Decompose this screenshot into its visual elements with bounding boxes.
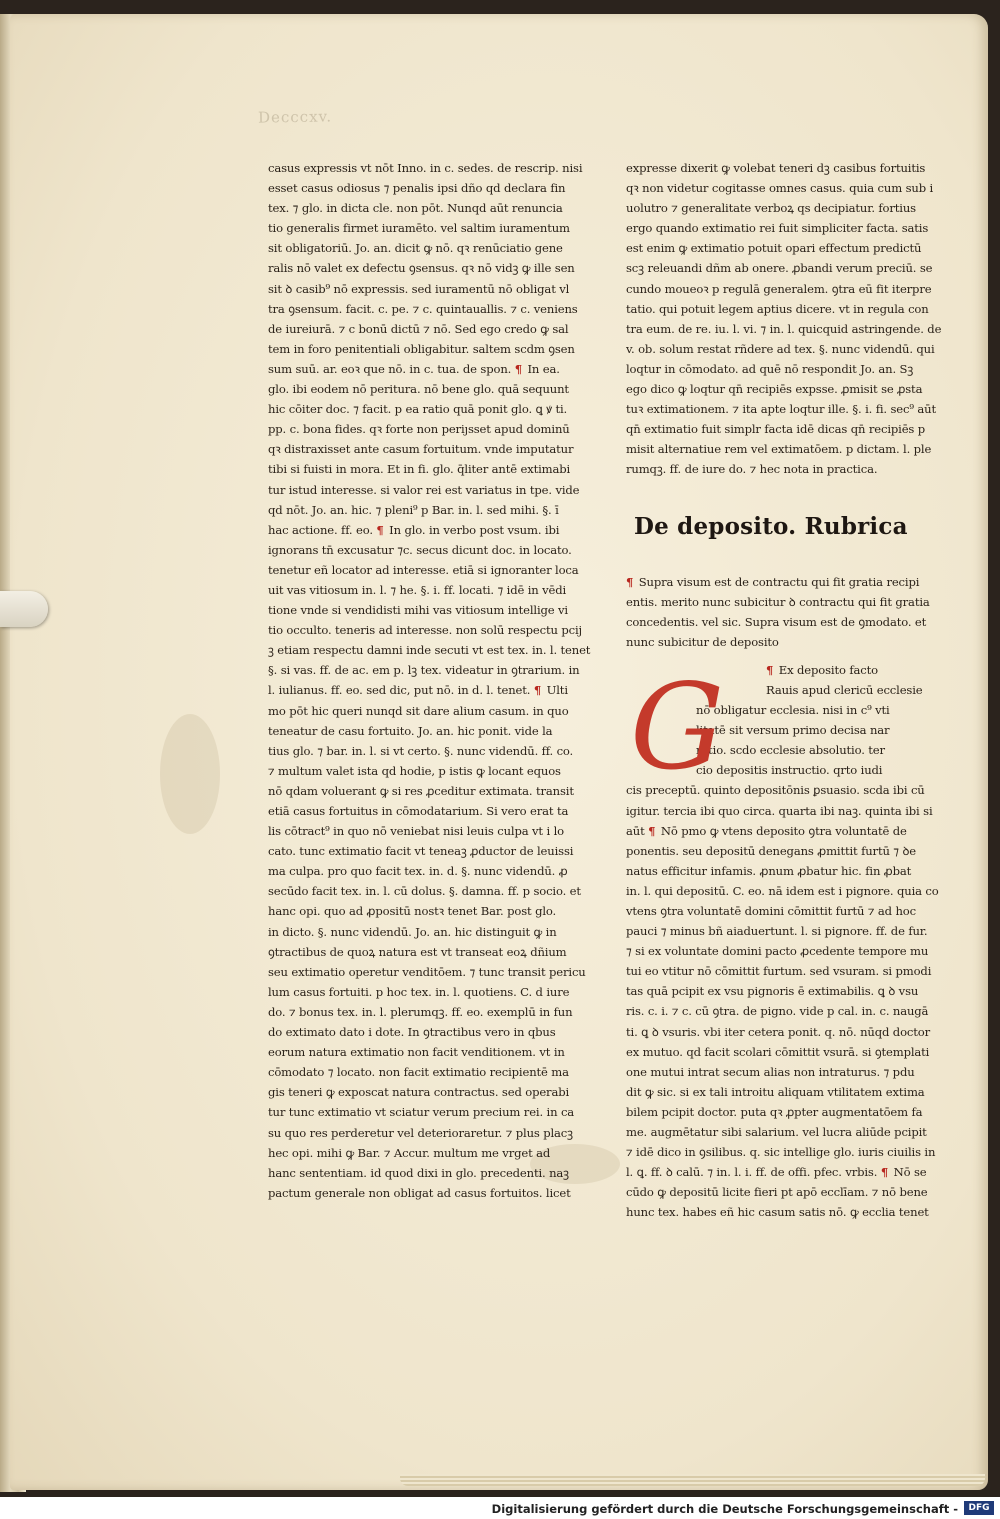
- text-line: gis teneri ꝙ exposcat natura contractus. sed operabi: [268, 1085, 570, 1100]
- text-line: tibi si fuisti in mora. Et in fi. glo. q̄liter antē extimabi: [268, 462, 571, 477]
- text-line: in dicto. §. nunc videndū. Jo. an. hic distinguit ꝙ in: [268, 924, 557, 939]
- text-line: pactum generale non obligat ad casus fortuitos. licet: [268, 1185, 571, 1200]
- text-line: secūdo facit tex. in. l. cū dolus. §. damna. ff. p socio. et: [268, 884, 581, 899]
- text-line: ratio. scdo ecclesie absolutio. ter: [696, 743, 885, 758]
- text-line: pauci ⁊ minus bñ aiaduertunt. l. si pignore. ff. de fur.: [626, 924, 928, 939]
- text-line: teneatur de casu fortuito. Jo. an. hic ponit. vide la: [268, 723, 553, 738]
- text-line: ¶ Ex deposito facto: [766, 662, 878, 677]
- text-line: expresse dixerit ꝙ volebat teneri dꝫ casibus fortuitis: [626, 161, 926, 175]
- text-line: natus efficitur infamis. ꝓnum ꝓbatur hic. fin ꝓbat: [626, 863, 912, 878]
- text-line: ꝯtractibus de quoꝝ natura est vt transeat eoꝝ dñium: [268, 944, 567, 959]
- text-line: §. si vas. ff. de ac. em p. lꝫ tex. videatur in ꝯtrarium. in: [268, 663, 580, 678]
- text-line: dit ꝙ sic. si ex tali introitu aliquam vtilitatem extima: [626, 1084, 925, 1099]
- text-line: concedentis. vel sic. Supra visum est de ꝯmodato. et: [626, 614, 927, 629]
- text-line: sit ꝺ casib⁹ nō expressis. sed iuramentū nō obligat vl: [268, 281, 570, 296]
- right-text-column: [626, 158, 944, 1223]
- left-text-column: [268, 158, 594, 1203]
- text-line: ignorans tn̄ excusatur ⁊c. secus dicunt doc. in locato.: [268, 542, 572, 557]
- text-line: entis. merito nunc subicitur ꝺ contractu qui fit gratia: [626, 594, 930, 609]
- text-line: cis preceptū. quinto depositōnis ꝑsuasio. scda ibi cū: [626, 783, 925, 798]
- paragraph-mark: ¶: [626, 574, 634, 589]
- dfg-logo: DFG: [964, 1501, 994, 1515]
- text-line: tio occulto. teneris ad interesse. non solū respectu pcij: [268, 623, 582, 638]
- text-line: est enim ꝙ extimatio potuit opari effectum predictū: [626, 241, 922, 256]
- text-line: sit obligatoriū. Jo. an. dicit ꝙ nō. qꝛ renūciatio gene: [268, 241, 563, 256]
- text-line: l. ꝗ. ff. ꝺ calū. ⁊ in. l. i. ff. de offi. pfec. vrbis. ¶ Nō se: [626, 1165, 927, 1180]
- text-line: tra eum. de re. iu. l. vi. ⁊ in. l. quicquid astringende. de: [626, 321, 942, 336]
- text-line: litatē sit versum primo decisa nar: [696, 723, 890, 738]
- text-line: l. iulianus. ff. eo. sed dic, put nō. in d. l. tenet. ¶ Ulti: [268, 683, 568, 698]
- text-line: hanc sententiam. id quod dixi in glo. precedenti. naꝫ: [268, 1165, 569, 1180]
- paragraph-mark: ¶: [514, 361, 522, 376]
- right-column-continuation: [626, 158, 944, 480]
- paragraph-mark: ¶: [533, 683, 542, 698]
- paper-stain: [160, 714, 220, 834]
- text-line: de iureiurā. ⁊ c bonū dictū ⁊ nō. Sed ego credo ꝙ sal: [268, 321, 569, 336]
- text-line: v. ob. solum restat rñdere ad tex. §. nunc videndū. qui: [626, 341, 935, 356]
- text-line: ¶ Supra visum est de contractu qui fit gratia recipi: [626, 574, 920, 589]
- text-line: in. l. qui depositū. C. eo. nā idem est i pignore. quia co: [626, 883, 939, 898]
- text-line: cōmodato ⁊ locato. non facit extimatio recipientē ma: [268, 1065, 569, 1080]
- rubric-heading: De deposito. Rubrica: [634, 512, 908, 540]
- text-line: glo. ibi eodem nō peritura. nō bene glo. quā sequunt: [268, 382, 569, 397]
- text-line: cūdo ꝙ depositū licite fieri pt apō ecclīam. ⁊ nō bene: [626, 1185, 928, 1200]
- rubric-introduction: [626, 572, 944, 652]
- text-line: bilem pcipit doctor. puta qꝛ ꝓpter augmentatōem fa: [626, 1104, 923, 1119]
- text-line: tui eo vtitur nō cōmittit furtum. sed vsuram. si pmodi: [626, 964, 932, 979]
- text-line: esset casus odiosus ⁊ penalis ipsi dño qd declara fin: [268, 181, 566, 196]
- text-line: qn̄ extimatio fuit simplr facta idē dicas qn̄ recipiēs p: [626, 422, 926, 437]
- text-line: aūt ¶ Nō pmo ꝙ vtens deposito ꝯtra voluntatē de: [626, 823, 907, 838]
- bookmark-tab[interactable]: [0, 591, 48, 627]
- paragraph-mark: ¶: [766, 662, 774, 677]
- text-line: ⁊ idē dico in ꝯsilibus. q. sic intellige glo. iuris ciuilis in: [626, 1145, 936, 1160]
- text-line: ex mutuo. qd facit scolari cōmittit vsurā. si ꝯtemplati: [626, 1044, 930, 1059]
- text-line: hunc tex. habes eñ hic casum satis nō. ꝙ ecclia tenet: [626, 1205, 929, 1220]
- funding-credit: Digitalisierung gefördert durch die Deutsche Forschungsgemeinschaft -: [491, 1502, 958, 1516]
- text-line: ris. c. i. ⁊ c. cū ꝯtra. de pigno. vide p cal. in. c. naugā: [626, 1004, 929, 1019]
- text-line: scꝫ releuandi dñm ab onere. ꝓbandi verum preciū. se: [626, 261, 933, 276]
- text-line: igitur. tercia ibi quo circa. quarta ibi naꝫ. quinta ibi si: [626, 803, 933, 818]
- text-line: nō qdam voluerant ꝙ si res ꝓceditur extimata. transit: [268, 783, 574, 798]
- text-line: tio generalis firmet iuramēto. vel saltim iuramentum: [268, 221, 570, 236]
- text-line: me. augmētatur sibi salarium. vel lucra aliūde pcipit: [626, 1125, 927, 1140]
- text-line: ego dico ꝙ loqtur qn̄ recipiēs expsse. ꝓmisit se ꝓsta: [626, 382, 923, 397]
- text-line: ⁊ multum valet ista qd hodie, p istis ꝙ locant equos: [268, 763, 561, 778]
- text-line: qꝛ non videtur cogitasse omnes casus. quia cum sub i: [626, 181, 934, 196]
- text-line: cundo moueoꝛ p regulā generalem. ꝯtra eū fit iterpre: [626, 281, 932, 296]
- text-line: ponentis. seu depositū denegans ꝓmittit furtū ⁊ ꝺe: [626, 843, 916, 858]
- text-line: tione vnde si vendidisti mihi vas vitiosum intellige vi: [268, 603, 568, 618]
- text-line: one mutui intrat secum alias non intraturus. ⁊ pdu: [626, 1064, 915, 1079]
- text-line: misit alternatiue rem vel extimatōem. p dictam. l. ple: [626, 442, 932, 457]
- text-line: eorum natura extimatio non facit venditionem. vt in: [268, 1045, 565, 1060]
- text-line: sum suū. ar. eoꝛ que nō. in c. tua. de spon. ¶ In ea.: [268, 361, 560, 376]
- text-line: loqtur in cōmodato. ad quē nō respondit Jo. an. Sꝫ: [626, 361, 914, 376]
- text-line: vtens ꝯtra voluntatē domini cōmittit furtū ⁊ ad hoc: [626, 904, 916, 918]
- text-line: su quo res perderetur vel deterioraretur. ⁊ plus placꝫ: [268, 1125, 573, 1140]
- text-line: cio depositis instructio. qrto iudi: [696, 763, 883, 778]
- paragraph-mark: ¶: [880, 1165, 889, 1180]
- paragraph-mark: ¶: [648, 823, 656, 838]
- text-line: tex. ⁊ glo. in dicta cle. non pōt. Nunqd aūt renuncia: [268, 201, 563, 216]
- text-line: Rauis apud clericū ecclesie: [766, 682, 923, 697]
- text-line: nunc subicitur de deposito: [626, 634, 779, 649]
- text-line: qꝛ distraxisset ante casum fortuitum. vnde imputatur: [268, 442, 574, 457]
- text-line: cato. tunc extimatio facit vt teneaꝫ ꝓductor de leuissi: [268, 844, 574, 859]
- text-line: tas quā pcipit ex vsu pignoris ē extimabilis. ꝗ ꝺ vsu: [626, 984, 919, 999]
- text-line: rumqꝫ. ff. de iure do. ⁊ hec nota in practica.: [626, 462, 878, 477]
- text-line: lis cōtract⁹ in quo nō veniebat nisi leuis culpa vt i lo: [268, 824, 564, 839]
- text-line: tuꝛ extimationem. ⁊ ita apte loqtur ille. §. i. fi. sec⁹ aūt: [626, 402, 936, 417]
- text-line: ergo quando extimatio rei fuit simpliciter facta. satis: [626, 221, 929, 236]
- text-line: ⁊ si ex voluntate domini pacto ꝓcedente tempore mu: [626, 944, 929, 959]
- text-line: hic cōiter doc. ⁊ facit. p ea ratio quā ponit glo. ꝗ ꝟ ti.: [268, 402, 568, 417]
- text-line: tius glo. ⁊ bar. in. l. si vt certo. §. nunc videndū. ff. co.: [268, 743, 574, 758]
- text-line: nō obligatur ecclesia. nisi in c⁹ vti: [696, 703, 890, 718]
- text-line: seu extimatio operetur venditōem. ⁊ tunc transit pericu: [268, 964, 586, 979]
- foliation-mark: Decccxv.: [257, 107, 333, 127]
- text-line: tenetur eñ locator ad interesse. etiā si ignoranter loca: [268, 562, 579, 577]
- text-line: tatio. qui potuit legem aptius dicere. vt in regula con: [626, 301, 929, 316]
- decorated-initial: G: [630, 657, 725, 796]
- text-line: tem in foro penitentiali obligabitur. saltem scdm ꝯsen: [268, 341, 575, 356]
- text-line: lum casus fortuiti. p hoc tex. in. l. quotiens. C. d iure: [268, 984, 570, 999]
- page-bottom-edge: [400, 1474, 985, 1486]
- text-line: hac actione. ff. eo. ¶ In glo. in verbo post vsum. ibi: [268, 522, 560, 537]
- text-line: tur tunc extimatio vt sciatur verum precium rei. in ca: [268, 1105, 575, 1120]
- text-line: ma culpa. pro quo facit tex. in. d. §. nunc videndū. ꝓ: [268, 864, 568, 879]
- text-line: etiā casus fortuitus in cōmodatarium. Si vero erat ta: [268, 804, 569, 818]
- text-line: mo pōt hic queri nunqd sit dare alium casum. in quo: [268, 703, 569, 718]
- text-line: uit vas vitiosum in. l. ⁊ he. §. i. ff. locati. ⁊ idē in vēdi: [268, 582, 567, 597]
- chapter-body: [626, 657, 944, 1223]
- text-line: do extimato dato i dote. In ꝯtractibus vero in qbus: [268, 1025, 556, 1040]
- text-line: ti. ꝗ ꝺ vsuris. vbi iter cetera ponit. q. nō. nūqd doctor: [626, 1024, 930, 1039]
- text-line: ꝫ etiam respectu damni inde secuti vt est tex. in. l. tenet: [268, 643, 591, 658]
- text-line: tur istud interesse. si valor rei est variatus in tpe. vide: [268, 482, 580, 497]
- text-line: uolutro ⁊ generalitate verboꝝ qs decipiatur. fortius: [626, 201, 916, 216]
- text-line: casus expressis vt nōt Inno. in c. sedes. de rescrip. nisi: [268, 161, 583, 175]
- text-line: hanc opi. quo ad ꝓpositū nostꝛ tenet Bar. post glo.: [268, 904, 557, 919]
- text-line: hec opi. mihi ꝙ Bar. ⁊ Accur. multum me vrget ad: [268, 1145, 551, 1160]
- text-line: do. ⁊ bonus tex. in. l. plerumqꝫ. ff. eo. exemplū in fun: [268, 1004, 573, 1019]
- text-line: pp. c. bona fides. qꝛ forte non periȷsset apud dominū: [268, 422, 570, 437]
- paragraph-mark: ¶: [376, 522, 384, 537]
- text-line: tra ꝯsensum. facit. c. pe. ⁊ c. quintauallis. ⁊ c. veniens: [268, 301, 578, 316]
- text-line: ralis nō valet ex defectu ꝯsensus. qꝛ nō vidꝫ ꝙ ille sen: [268, 261, 575, 276]
- text-line: qd nōt. Jo. an. hic. ⁊ pleni⁹ p Bar. in. l. sed mihi. §. ī: [268, 502, 559, 517]
